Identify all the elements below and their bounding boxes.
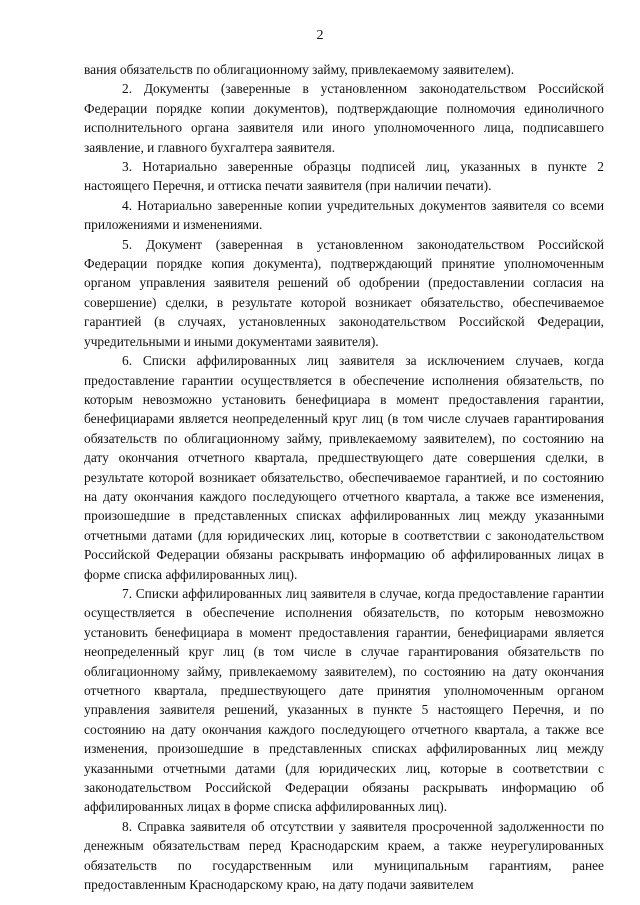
paragraph-item-4: 4. Нотариально заверенные копии учредительных документов заявителя со всеми приложениями и изменениями.: [84, 197, 604, 233]
paragraph-item-5: 5. Документ (заверенная в установленном законодательством Российской Федерации порядке копия документа), подтверждающий принятие уполномоченным органом управления заявителя решений об одобрении (предоставлении согласия на совершение) сделки, в результате которой возникает обязательство, обеспечиваемое гарантией (в случаях, установленных законодательством Российской Федерации, учредительными и иными документами заявителя).: [84, 236, 604, 349]
paragraph-item-3: 3. Нотариально заверенные образцы подписей лиц, указанных в пункте 2 настоящего Перечня, и оттиска печати заявителя (при наличии печати).: [84, 159, 604, 194]
page-number: 2: [316, 28, 324, 43]
paragraph-item-8: 8. Справка заявителя об отсутствии у заявителя просроченной задолженности по денежным обязательствам перед Краснодарским краем, а также неурегулированных обязательств по государственным или муниципальным гарантиям, ранее предоставленным Краснодарскому краю, на дату подачи заявителем: [84, 818, 604, 893]
paragraph-continuation: вания обязательств по облигационному займу, привлекаемому заявителем).: [84, 62, 515, 77]
paragraph-item-6: 6. Списки аффилированных лиц заявителя за исключением случаев, когда предоставление гарантии осуществляется в обеспечение исполнения обязательств, по которым невозможно установить бенефициара в момент предоставления гарантии, бенефициарами является неопределенный круг лиц (в том числе случаев гарантирования обязательств по облигационному займу, привлекаемому заявителем), по состоянию на дату окончания отчетного квартала, предшествующего дате совершения сделки, в результате которой возникает обязательство, обеспечиваемое гарантией, и по состоянию на дату окончания каждого последующего отчетного квартала, а также все изменения, произошедшие в представленных списках аффилированных лиц между указанными отчетными датами (для юридических лиц, которые в соответствии с законодательством Российской Федерации обязаны раскрывать информацию об аффилированных лицах в форме списка аффилированных лиц).: [84, 353, 604, 582]
document-body: [84, 60, 604, 894]
paragraph-item-2: 2. Документы (заверенные в установленном законодательством Российской Федерации порядке копии документов), подтверждающие полномочия единоличного исполнительного органа заявителя или иного уполномоченного лица, подписавшего заявление, и главного бухгалтера заявителя.: [84, 81, 604, 155]
paragraph-item-7: 7. Списки аффилированных лиц заявителя в случае, когда предоставление гарантии осуществляется в обеспечение исполнения обязательств, по которым невозможно установить бенефициара в момент предоставления гарантии, бенефициарами является неопределенный круг лиц (в том числе в случае гарантирования обязательств по облигационному займу, привлекаемому заявителем), по состоянию на дату окончания отчетного квартала, предшествующего дате принятия уполномоченным органом управления заявителя решений, указанных в пункте 5 настоящего Перечня, и по состоянию на дату окончания каждого последующего отчетного квартала, а также все изменения, произошедшие в представленных списках аффилированных лиц между указанными отчетными датами (для юридических лиц, которые в соответствии с законодательством Российской Федерации обязаны раскрывать информацию об аффилированных лицах в форме списка аффилированных лиц).: [84, 585, 604, 815]
